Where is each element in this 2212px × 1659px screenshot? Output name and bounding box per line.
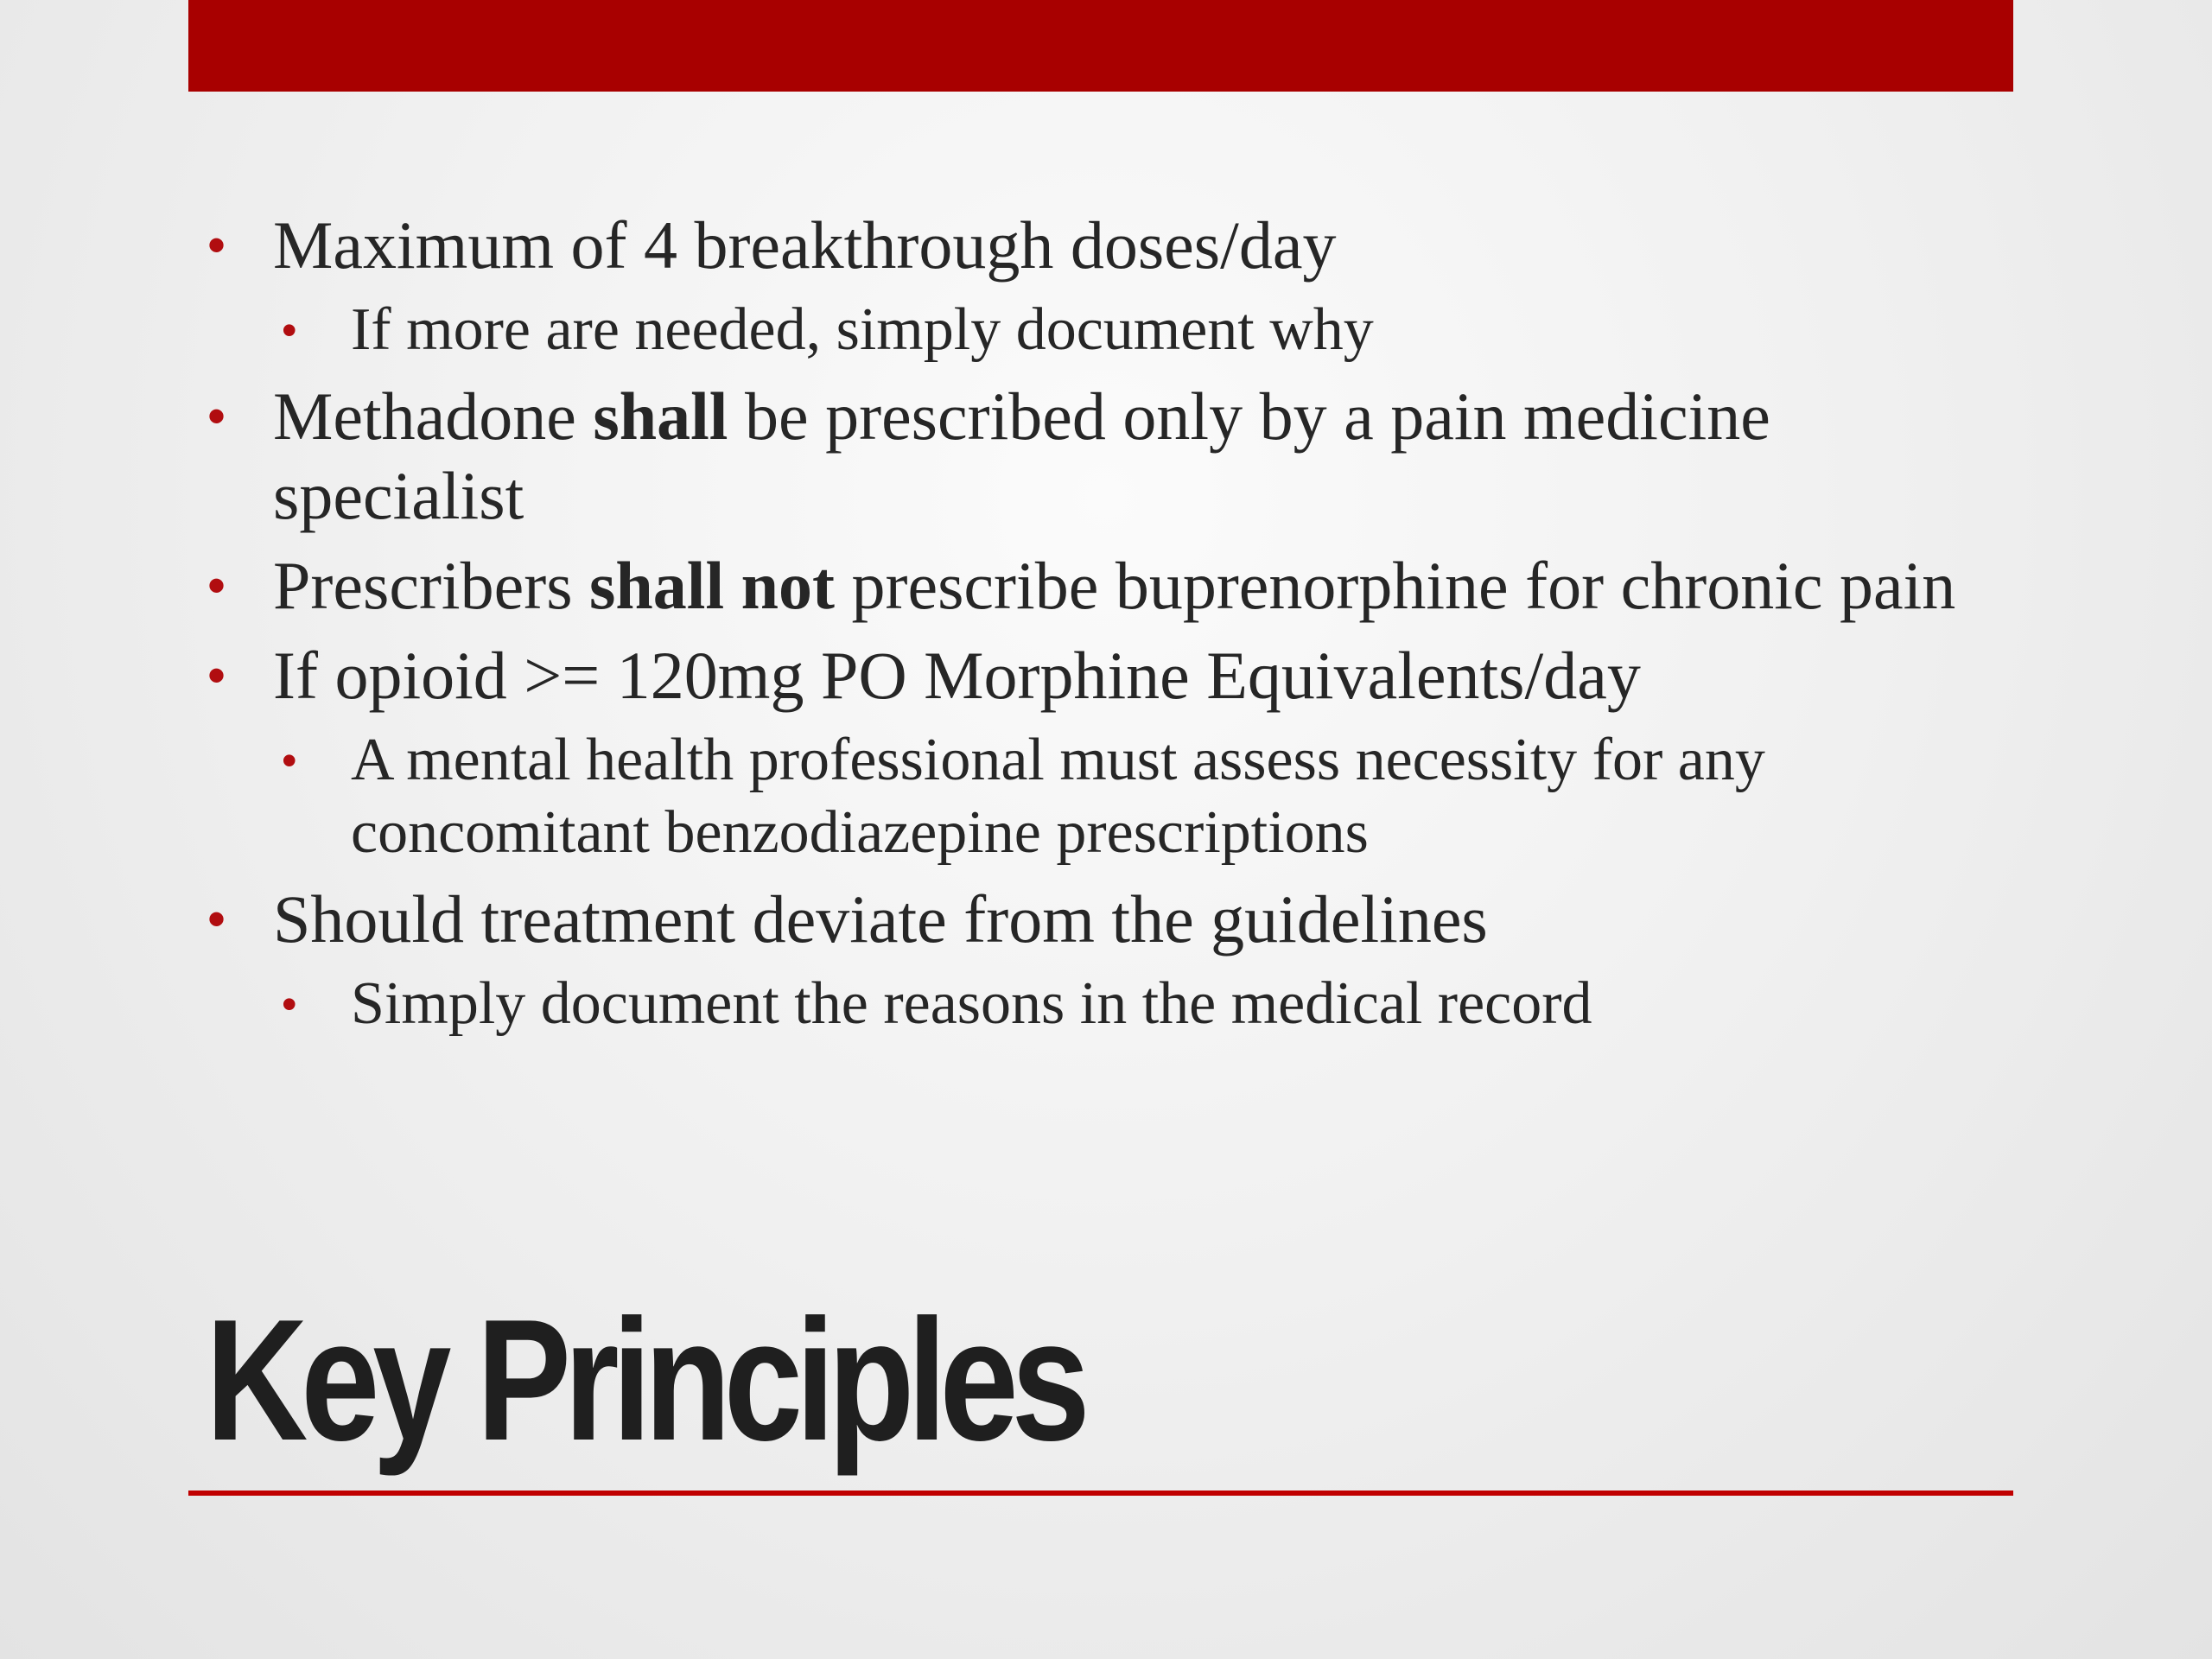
bullet-text: Prescribers xyxy=(273,548,590,623)
top-accent-bar xyxy=(188,0,2013,92)
bullet-item xyxy=(199,377,2013,536)
bullet-dot-icon: • xyxy=(207,890,226,948)
sub-bullet-list xyxy=(273,294,2013,366)
bullet-dot-icon: • xyxy=(282,306,297,354)
bullet-item xyxy=(199,880,2013,1040)
bullet-list xyxy=(199,206,2013,1040)
sub-bullet-text: Simply document the reasons in the medical record xyxy=(351,970,1592,1037)
bullet-dot-icon: • xyxy=(207,556,226,614)
bullet-item xyxy=(199,636,2013,869)
slide-content xyxy=(199,206,2013,1051)
bullet-text: be prescribed only by a pain medicine specialist xyxy=(273,378,1770,533)
sub-bullet-list xyxy=(273,968,2013,1040)
slide-title: Key Principles xyxy=(206,1284,1084,1477)
bullet-item xyxy=(199,546,2013,626)
bullet-text: Methadone xyxy=(273,378,594,454)
sub-bullet-list xyxy=(273,724,2013,869)
bullet-text: prescribe buprenorphine for chronic pain xyxy=(834,548,1956,623)
sub-bullet-item xyxy=(273,724,2013,869)
bullet-item xyxy=(199,206,2013,366)
bullet-dot-icon: • xyxy=(207,646,226,704)
bullet-dot-icon: • xyxy=(207,387,226,445)
sub-bullet-text: A mental health professional must assess necessity for any concomitant benzodiazepine prescriptions xyxy=(351,727,1765,866)
bullet-dot-icon: • xyxy=(282,736,297,785)
bullet-text: Should treatment deviate from the guidelines xyxy=(273,881,1488,957)
title-underline xyxy=(188,1491,2013,1496)
bullet-dot-icon: • xyxy=(207,216,226,274)
sub-bullet-item xyxy=(273,294,2013,366)
bullet-emphasis: shall xyxy=(593,378,728,454)
bullet-text: If opioid >= 120mg PO Morphine Equivalents/day xyxy=(273,638,1641,713)
sub-bullet-text: If more are needed, simply document why xyxy=(351,296,1374,363)
bullet-text: Maximum of 4 breakthrough doses/day xyxy=(273,207,1337,283)
bullet-emphasis: shall not xyxy=(589,548,835,623)
bullet-dot-icon: • xyxy=(282,980,297,1028)
sub-bullet-item xyxy=(273,968,2013,1040)
